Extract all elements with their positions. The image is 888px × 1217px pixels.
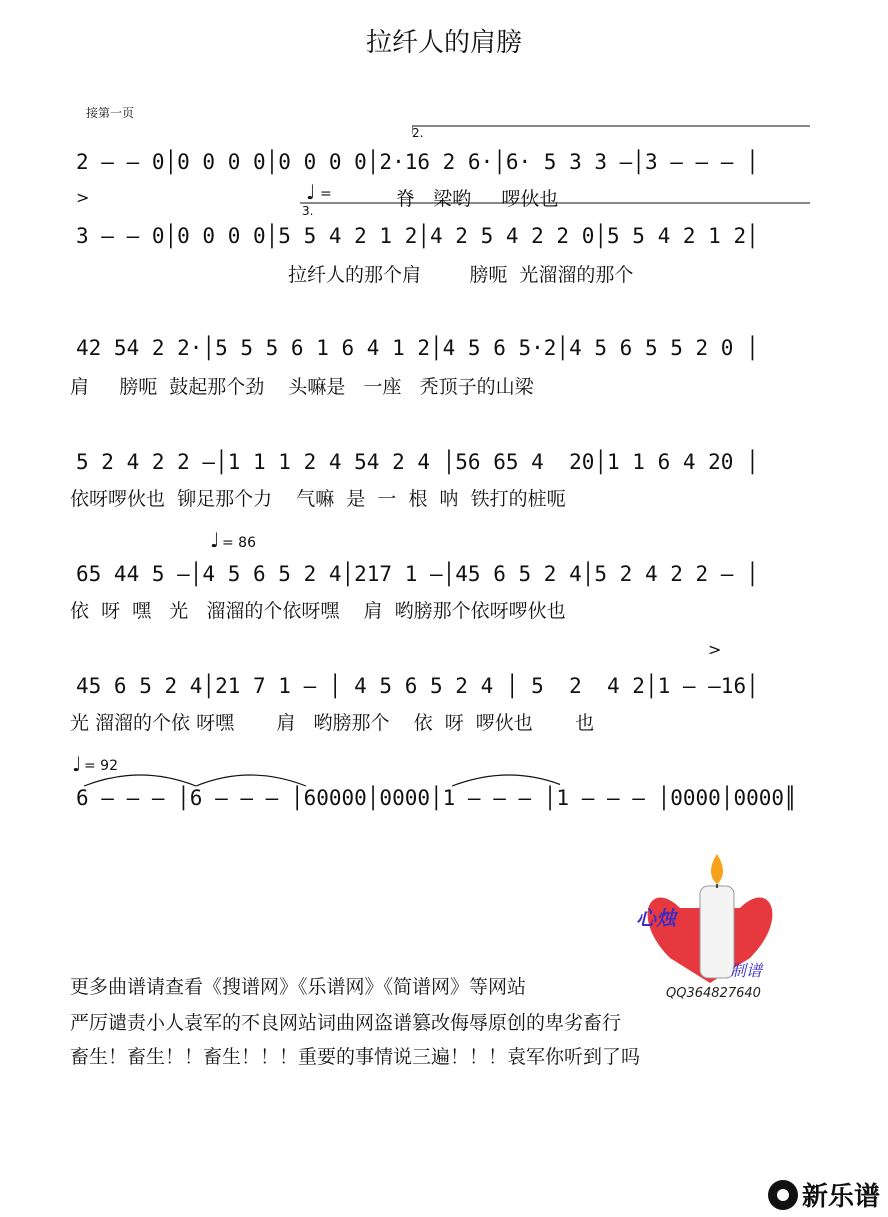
lyrics-row-2: 拉纤人的那个肩 膀呃 光溜溜的那个 bbox=[288, 264, 634, 286]
footer-line-1: 更多曲谱请查看《搜谱网》《乐谱网》《简谱网》等网站 bbox=[70, 976, 527, 998]
quarter-note-icon: ♩ bbox=[72, 752, 82, 776]
tempo-marking: = bbox=[320, 186, 332, 202]
notes-row-2: 3 – – 0│0 0 0 0│5 5 4 2 1 2│4 2 5 4 2 2 0│5 5 4 2 1 2│ bbox=[76, 224, 759, 248]
lyrics-row-5: 依 呀 嘿 光 溜溜的个依呀嘿 肩 哟膀那个依呀啰伙也 bbox=[70, 600, 566, 622]
vinyl-icon bbox=[768, 1180, 798, 1210]
notes-row-5: 65 44 5 –│4 5 6 5 2 4│217 1 –│45 6 5 2 4│5 2 4 2 2 – │ bbox=[76, 562, 759, 586]
accent-mark: > bbox=[708, 640, 722, 659]
lyrics-row-1: 脊 梁哟 啰伙也 bbox=[396, 188, 559, 210]
notes-row-1: 2 – – 0│0 0 0 0│0 0 0 0│2·16 2 6·│6· 5 3 3 –│3 – – – │ bbox=[76, 150, 759, 174]
score-title: 拉纤人的肩膀 bbox=[365, 28, 522, 58]
brand-logo bbox=[768, 1176, 880, 1213]
volta-3-mark: 3. bbox=[302, 204, 314, 218]
watermark-top-text: 心烛 bbox=[636, 906, 676, 930]
accent-mark: > bbox=[76, 188, 90, 207]
notes-row-4: 5 2 4 2 2 –│1 1 1 2 4 54 2 4 │56 65 4 20│1 1 6 4 20 │ bbox=[76, 450, 759, 474]
lyrics-row-6: 光 溜溜的个依 呀嘿 肩 哟膀那个 依 呀 啰伙也 也 bbox=[70, 712, 595, 734]
volta-bracket bbox=[412, 124, 812, 134]
continue-note: 接第一页 bbox=[86, 106, 135, 120]
footer-line-3: 畜生！畜生！！畜生！！！重要的事情说三遍！！！袁军你听到了吗 bbox=[70, 1046, 641, 1068]
footer-line-2: 严厉谴责小人袁军的不良网站词曲网盗谱篡改侮辱原创的卑劣畜行 bbox=[70, 1012, 622, 1034]
notes-row-7: 6 – – – │6 – – – │60000│0000│1 – – – │1 – – – │0000│0000║ bbox=[76, 786, 797, 810]
volta-bracket-3 bbox=[300, 200, 812, 210]
quarter-note-icon: ♩ bbox=[306, 180, 316, 204]
notes-row-6: 45 6 5 2 4│21 7 1 – │ 4 5 6 5 2 4 │ 5 2 4 2│1 – –16│ bbox=[76, 674, 759, 698]
tempo-marking: = 92 bbox=[84, 758, 118, 774]
watermark-side-text: 制谱 bbox=[730, 961, 763, 980]
volta-2-mark: 2. bbox=[412, 126, 424, 140]
lyrics-row-3: 肩 膀呃 鼓起那个劲 头嘛是 一座 秃顶子的山梁 bbox=[70, 376, 534, 398]
brand-name: 新乐谱 bbox=[801, 1182, 880, 1212]
tempo-marking: = 86 bbox=[222, 535, 256, 551]
notes-row-3: 42 54 2 2·│5 5 5 6 1 6 4 1 2│4 5 6 5·2│4 5 6 5 5 2 0 │ bbox=[76, 336, 759, 360]
lyrics-row-4: 依呀啰伙也 铆足那个力 气嘛 是 一 根 呐 铁打的桩呃 bbox=[70, 488, 566, 510]
quarter-note-icon: ♩ bbox=[210, 528, 220, 552]
watermark-qq: QQ364827640 bbox=[666, 986, 761, 1001]
